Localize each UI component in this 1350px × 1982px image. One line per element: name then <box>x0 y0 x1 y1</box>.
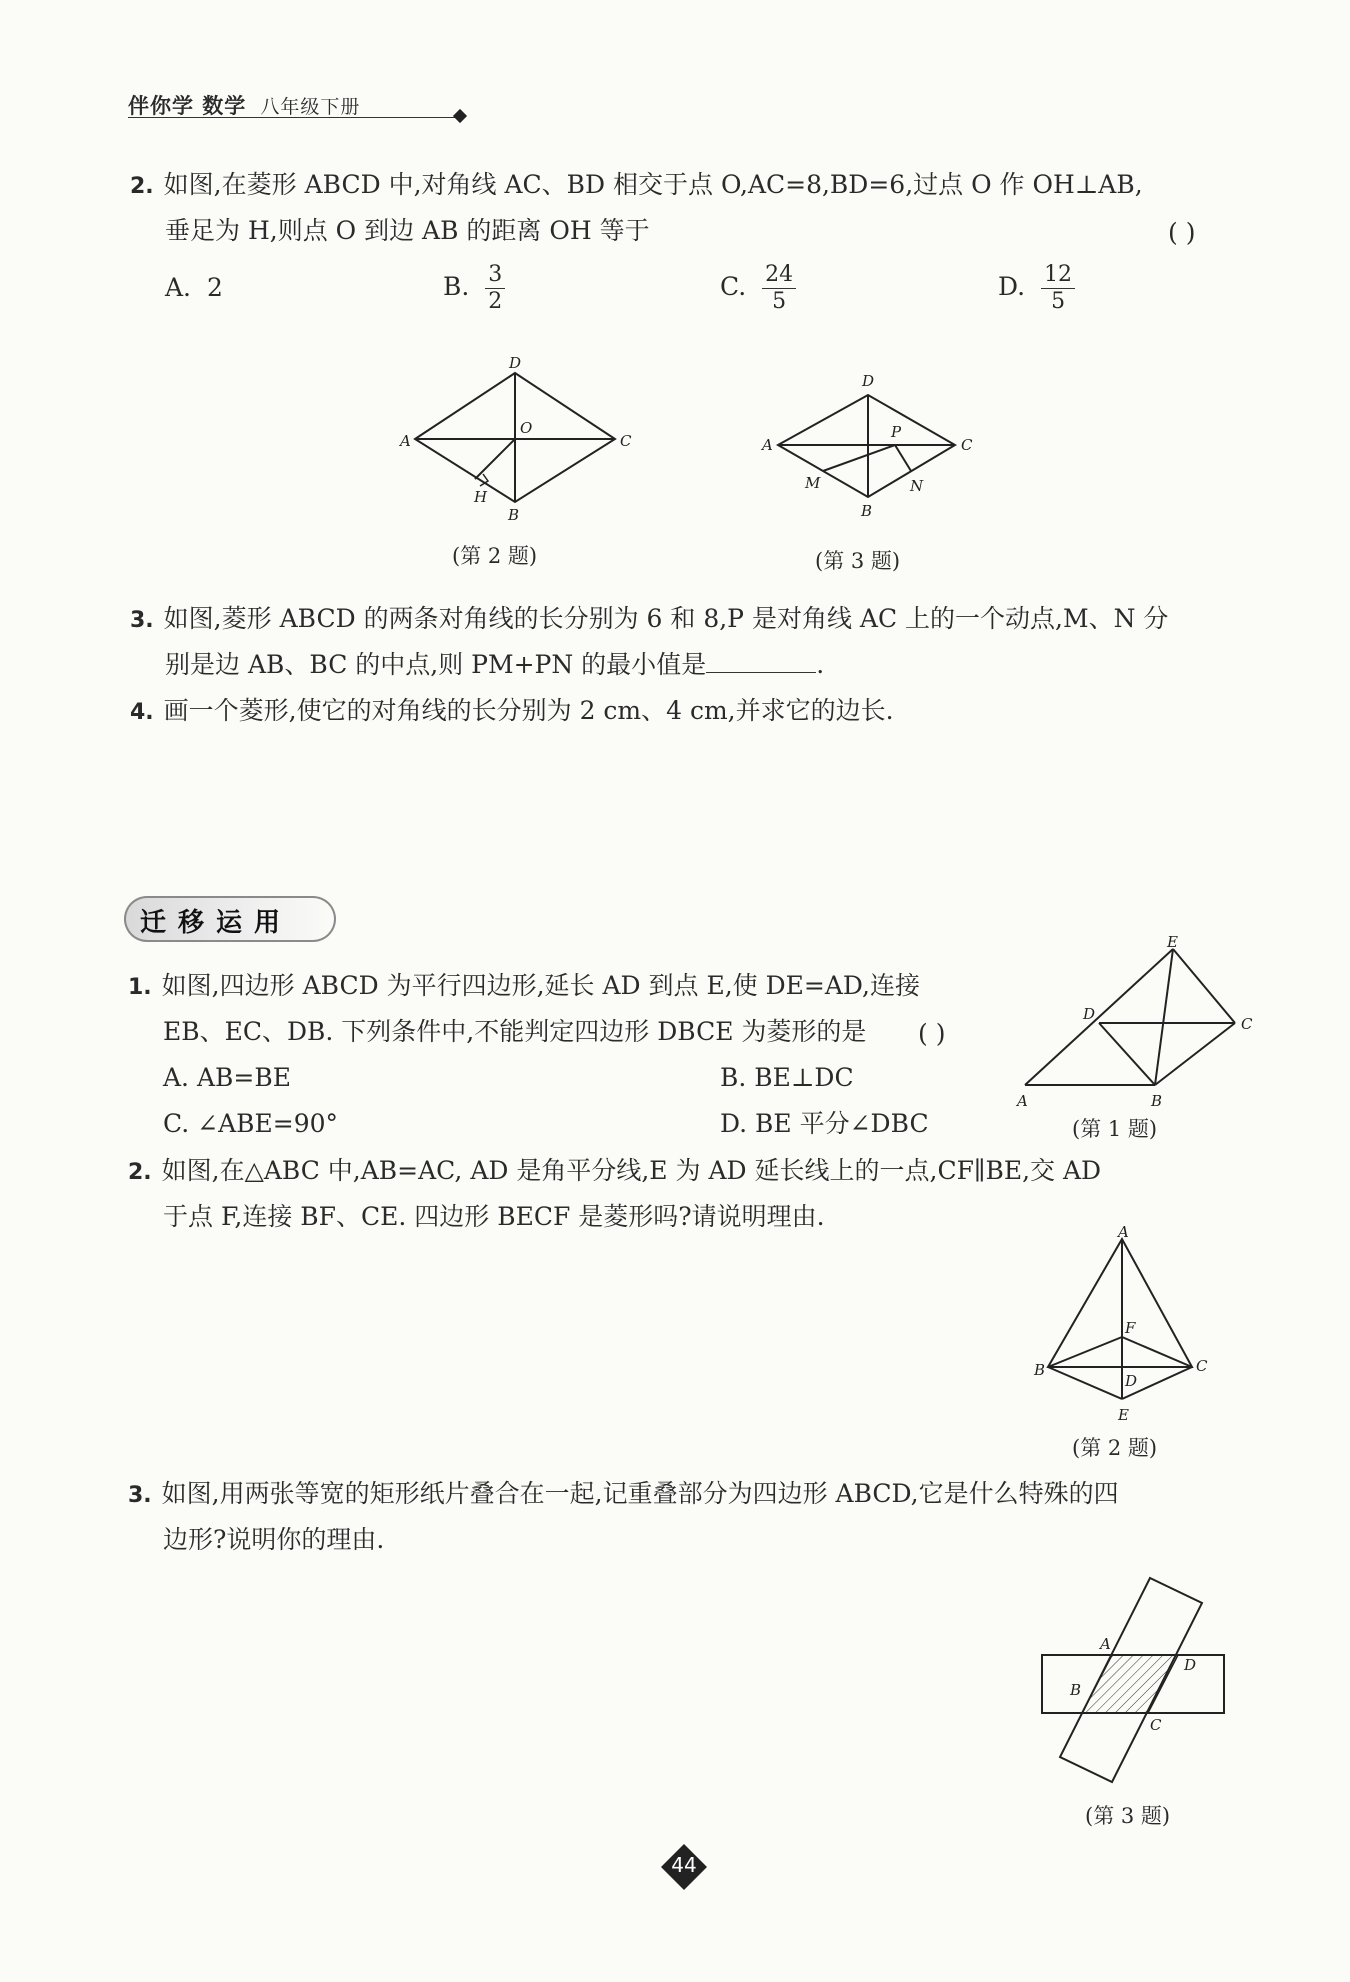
running-header <box>128 90 360 120</box>
s3-number: 3. <box>128 1483 152 1508</box>
s1-option-d: D. BE 平分∠DBC <box>720 1109 929 1138</box>
section-title: 迁移运用 <box>140 908 293 938</box>
label-c: C <box>1150 1716 1162 1734</box>
q2-option-c <box>720 262 796 315</box>
page-number: 44 <box>671 1853 697 1877</box>
label-b: B <box>1034 1361 1046 1379</box>
q4-line <box>130 688 894 736</box>
q2-option-b <box>443 262 505 315</box>
label-d: D <box>862 372 875 390</box>
s3-text-line1: 如图,用两张等宽的矩形纸片叠合在一起,记重叠部分为四边形 ABCD,它是什么特殊的四 <box>161 1479 1119 1508</box>
label-b: B <box>508 506 520 524</box>
label-c: C <box>1241 1015 1253 1033</box>
label-e: E <box>1118 1406 1129 1424</box>
q2-line1 <box>130 162 1143 210</box>
q2-option-c-label: C. <box>720 272 747 301</box>
label-b: B <box>861 502 873 520</box>
line-db <box>1099 1023 1155 1085</box>
line-ec <box>1173 949 1235 1023</box>
label-f: F <box>1125 1319 1136 1337</box>
q3-figure-caption: (第 3 题) <box>815 549 901 573</box>
line-fc <box>1122 1337 1192 1367</box>
q2-option-b-label: B. <box>443 272 470 301</box>
q2-option-a-label: A. <box>165 273 192 302</box>
label-c: C <box>961 436 973 454</box>
fraction-denominator: 2 <box>488 289 503 314</box>
s3-line2: 边形?说明你的理由. <box>163 1525 385 1554</box>
q3-period: . <box>816 650 825 679</box>
label-m: M <box>805 474 821 492</box>
line-be <box>1048 1367 1122 1399</box>
line-bf <box>1048 1337 1122 1367</box>
q3-number: 3. <box>130 608 154 633</box>
s2-line2: 于点 F,连接 BF、CE. 四边形 BECF 是菱形吗?请说明理由. <box>163 1202 825 1231</box>
s1-line1 <box>128 963 920 1011</box>
q3-line2 <box>165 642 824 688</box>
s2-text-line1: 如图,在△ABC 中,AB=AC, AD 是角平分线,E 为 AD 延长线上的一点,CF∥BE,交 AD <box>161 1156 1102 1185</box>
q2-answer-paren: ( ) <box>1168 218 1196 247</box>
label-a: A <box>1100 1635 1111 1653</box>
segment-pn <box>895 445 911 471</box>
s1-option-b: B. BE⊥DC <box>720 1063 854 1092</box>
rhombus-figure-q3 <box>750 365 990 535</box>
book-subtitle: 八年级下册 <box>260 96 361 118</box>
q2-option-a <box>165 273 223 302</box>
q2-text-line1: 如图,在菱形 ABCD 中,对角线 AC、BD 相交于点 O,AC=8,BD=6,过点 O 作 OH⊥AB, <box>163 170 1143 199</box>
label-d: D <box>1125 1372 1138 1390</box>
q2-option-c-fraction <box>762 262 796 315</box>
label-d: D <box>1184 1656 1197 1674</box>
s1-option-c: C. ∠ABE=90° <box>163 1109 339 1138</box>
q4-text: 画一个菱形,使它的对角线的长分别为 2 cm、4 cm,并求它的边长. <box>163 696 894 725</box>
s1-line2: EB、EC、DB. 下列条件中,不能判定四边形 DBCE 为菱形的是 <box>163 1017 867 1046</box>
line-eb <box>1155 949 1173 1085</box>
header-rule <box>128 117 460 118</box>
book-title: 伴你学 数学 <box>128 94 247 118</box>
q4-number: 4. <box>130 700 154 725</box>
q2-option-a-value: 2 <box>206 273 223 302</box>
fraction-numerator: 12 <box>1041 262 1075 289</box>
fraction-denominator: 5 <box>1051 289 1066 314</box>
line-ae <box>1025 949 1173 1085</box>
q3-line1 <box>130 596 1168 644</box>
label-c: C <box>620 432 632 450</box>
s2-figure-caption: (第 2 题) <box>1072 1436 1158 1460</box>
fraction-numerator: 3 <box>485 262 505 289</box>
q2-number: 2. <box>130 174 154 199</box>
s2-line1 <box>128 1148 1101 1196</box>
q2-option-d <box>998 262 1075 315</box>
q2-line2: 垂足为 H,则点 O 到边 AB 的距离 OH 等于 <box>165 216 650 245</box>
label-a: A <box>762 436 773 454</box>
answer-blank[interactable] <box>706 671 816 673</box>
rhombus-figure-q2 <box>390 350 650 530</box>
header-diamond-icon <box>453 109 467 123</box>
q2-option-b-fraction <box>485 262 505 315</box>
q2-option-d-label: D. <box>998 272 1026 301</box>
overlapping-rectangles-figure-s3 <box>1030 1570 1240 1795</box>
label-b: B <box>1070 1681 1082 1699</box>
q3-text-line2: 别是边 AB、BC 的中点,则 PM+PN 的最小值是 <box>165 650 707 679</box>
triangle-figure-s2 <box>1030 1225 1220 1425</box>
label-o: O <box>520 419 533 437</box>
q2-figure-caption: (第 2 题) <box>452 544 538 568</box>
s3-line1 <box>128 1471 1119 1519</box>
s1-text-line1: 如图,四边形 ABCD 为平行四边形,延长 AD 到点 E,使 DE=AD,连接 <box>161 971 920 1000</box>
fraction-numerator: 24 <box>762 262 796 289</box>
s3-figure-caption: (第 3 题) <box>1085 1804 1171 1828</box>
s1-number: 1. <box>128 975 152 1000</box>
segment-pm <box>823 445 895 471</box>
label-a: A <box>400 432 411 450</box>
s1-figure-caption: (第 1 题) <box>1072 1117 1158 1141</box>
label-p: P <box>891 423 902 441</box>
s2-number: 2. <box>128 1160 152 1185</box>
label-n: N <box>910 477 924 495</box>
s1-answer-paren: ( ) <box>918 1019 946 1048</box>
label-h: H <box>474 488 488 506</box>
label-a: A <box>1118 1225 1129 1241</box>
label-e: E <box>1167 935 1178 951</box>
perpendicular-oh <box>475 439 515 479</box>
label-c: C <box>1196 1357 1208 1375</box>
triangle-abc <box>1048 1239 1192 1367</box>
label-a: A <box>1017 1092 1028 1110</box>
parallelogram-figure-s1 <box>1015 935 1260 1110</box>
s1-option-a: A. AB=BE <box>163 1063 291 1092</box>
label-d: D <box>509 354 522 372</box>
line-cb <box>1155 1023 1235 1085</box>
q2-option-d-fraction <box>1041 262 1075 315</box>
fraction-denominator: 5 <box>772 289 787 314</box>
q3-text-line1: 如图,菱形 ABCD 的两条对角线的长分别为 6 和 8,P 是对角线 AC 上的一个动点,M、N 分 <box>163 604 1169 633</box>
label-d: D <box>1083 1005 1096 1023</box>
label-b: B <box>1151 1092 1163 1110</box>
